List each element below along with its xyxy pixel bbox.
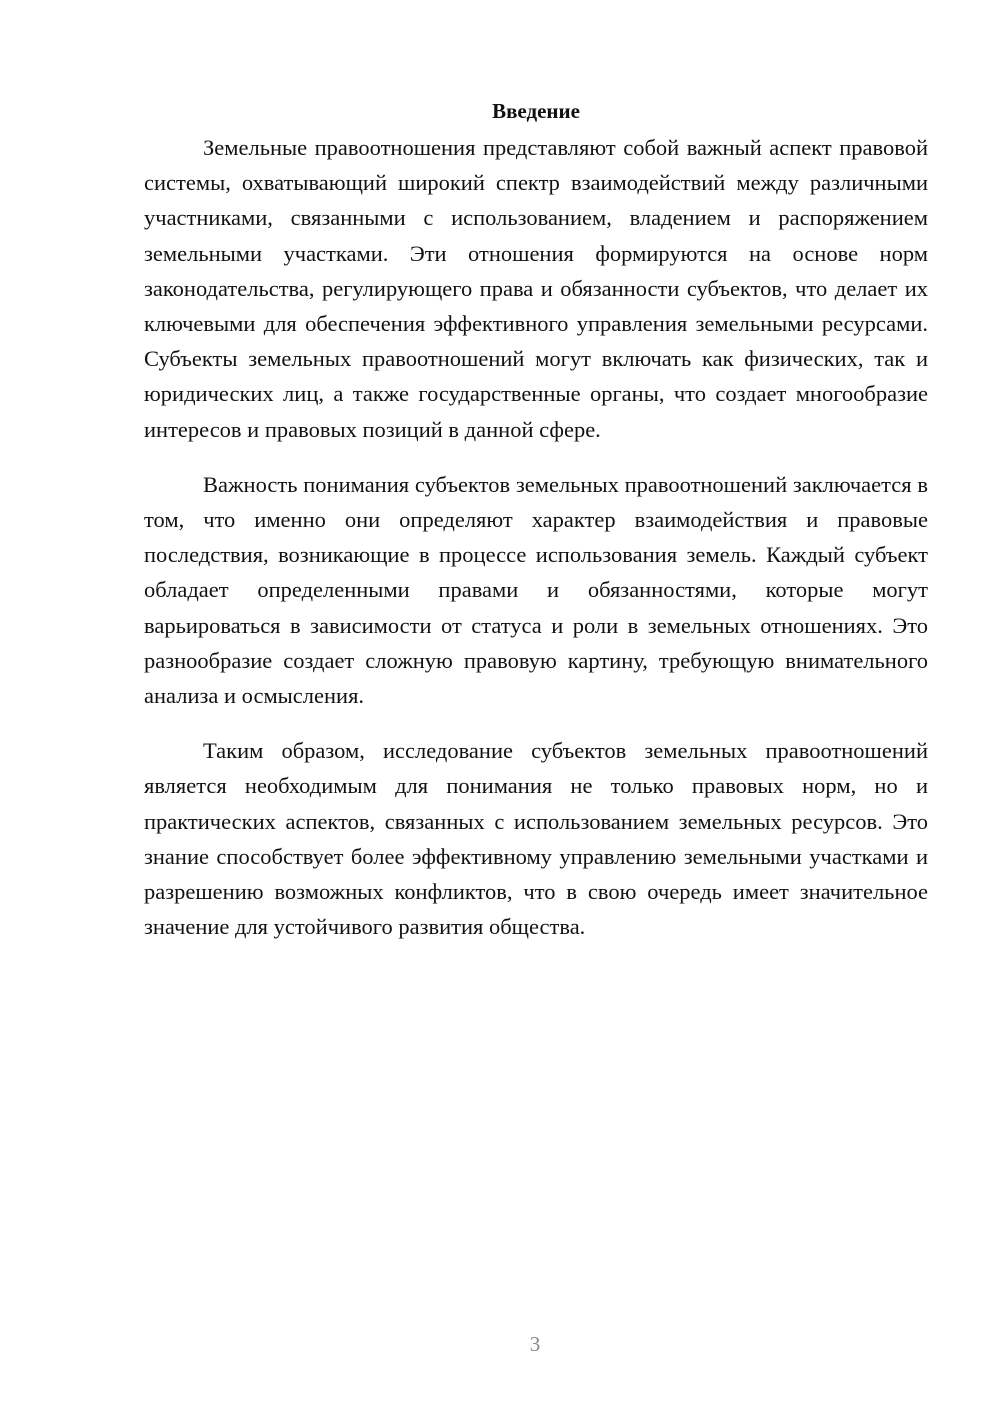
paragraph-1: Земельные правоотношения представляют собой важный аспект правовой системы, охватывающий широкий спектр взаимодействий между различными участниками, связанными с использованием, владением и распоряжением земельными участками. Эти отношения формируются на основе норм законодательства, регулирующего права и обязанности субъектов, что делает их ключевыми для обеспечения эффективного управления земельными ресурсами. Субъекты земельных правоотношений могут включать как физических, так и юридических лиц, а также государственные органы, что создает многообразие интересов и правовых позиций в данной сфере. (144, 135, 928, 442)
page-content (144, 96, 928, 964)
page-number: 3 (529, 1332, 541, 1356)
section-title: Введение (492, 99, 580, 123)
paragraph-2: Важность понимания субъектов земельных правоотношений заключается в том, что именно они определяют характер взаимодействия и правовые последствия, возникающие в процессе использования земель. Каждый субъект обладает определенными правами и обязанностями, которые могут варьироваться в зависимости от статуса и роли в земельных отношениях. Это разнообразие создает сложную правовую картину, требующую внимательного анализа и осмысления. (144, 471, 928, 709)
paragraph-3: Таким образом, исследование субъектов земельных правоотношений является необходимым для понимания не только правовых норм, но и практических аспектов, связанных с использованием земельных ресурсов. Это знание способствует более эффективному управлению земельными участками и разрешению возможных конфликтов, что в свою очередь имеет значительное значение для устойчивого развития общества. (144, 738, 928, 940)
